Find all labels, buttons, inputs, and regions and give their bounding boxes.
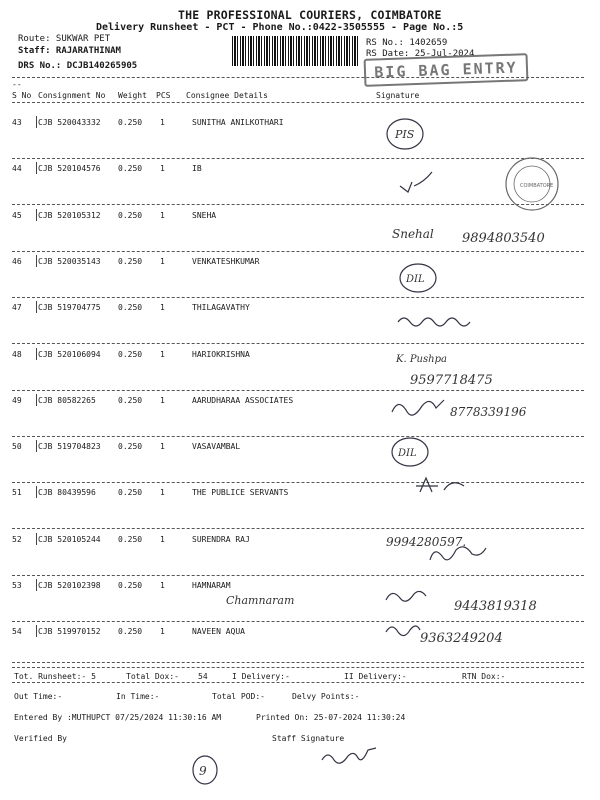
row-consignee: NAVEEN AQUA [192,627,245,637]
cell-border [36,394,37,406]
divider [12,343,584,344]
row-sno: 45 [12,210,22,220]
handwritten-phone-row53: 9443819318 [454,599,537,614]
divider [12,158,584,159]
row-pcs: 1 [160,442,165,452]
row-consignee: SUNITHA ANILKOTHARI [192,118,284,127]
row-consignee: SNEHA [192,210,217,220]
row-pcs: 1 [160,303,165,313]
row-weight: 0.250 [118,164,143,174]
cell-border [36,209,37,221]
row-pcs: 1 [160,581,165,590]
row-weight: 0.250 [118,210,143,220]
row-consignment-no: CJB 520043332 [38,118,101,127]
divider [12,204,584,205]
row-consignee: VENKATESHKUMAR [192,256,260,266]
cell-border [36,486,37,498]
total-pod: Total POD:- [212,692,265,701]
row-weight: 0.250 [118,534,143,544]
handwritten-phone-row54: 9363249204 [420,631,503,646]
row-sno: 43 [12,118,22,127]
row-consignee: VASAVAMBAL [192,442,241,452]
big-bag-entry-stamp: BIG BAG ENTRY [364,53,529,87]
row-sno: 44 [12,164,22,174]
row-consignee: AARUDHARAA ASSOCIATES [192,395,294,405]
row-weight: 0.250 [118,118,143,127]
row-consignee: HAMNARAM [192,581,231,590]
drs-number: DRS No.: DCJB140265905 [18,61,138,71]
row-sno: 49 [12,395,22,405]
row-pcs: 1 [160,627,165,637]
col-header-pcs: PCS [156,91,171,100]
row-consignee: THE PUBLICE SERVANTS [192,488,289,498]
runsheet-title: Delivery Runsheet - PCT - Phone No.:0422-3505555 - Page No.:5 [96,22,464,33]
row-consignment-no: CJB 519970152 [38,627,101,637]
cell-border [36,255,37,267]
row-sno: 47 [12,303,22,313]
row-sno: 51 [12,488,22,498]
row-consignee: HARIOKRISHNA [192,349,250,359]
divider [12,667,584,668]
rtn-dox: RTN Dox:- [462,672,506,681]
staff-signature-label: Staff Signature [272,734,345,743]
row-consignment-no: CJB 520104576 [38,164,101,174]
divider [12,528,584,529]
row-consignment-no: CJB 520106094 [38,349,101,359]
verified-by: Verified By [14,734,67,743]
svg-text:COIMBATORE: COIMBATORE [520,183,554,189]
row-pcs: 1 [160,256,165,266]
total-dox-value: 54 [198,672,208,681]
col-header-weight: Weight [118,91,147,100]
in-time: In Time:- [116,692,160,701]
handwritten-name-row45: Snehal [392,227,434,241]
handwritten-phone-row52: 9994280597. [386,535,467,549]
out-time: Out Time:- [14,692,63,701]
row-consignment-no: CJB 80582265 [38,395,96,405]
divider [12,621,584,622]
cell-border [36,533,37,545]
delvy-points: Delvy Points:- [292,692,360,701]
divider [12,102,584,103]
row-consignee: THILAGAVATHY [192,303,250,313]
printed-on: Printed On: 25-07-2024 11:30:24 [256,713,406,722]
rs-date: RS Date: 25-Jul-2024 [366,49,475,59]
row-pcs: 1 [160,488,165,498]
svg-text:PIS: PIS [395,128,415,141]
handwritten-phone-row49: 8778339196 [450,405,527,419]
divider [12,575,584,576]
handwritten-name-row48: K. Pushpa [396,354,447,365]
total-dox-label: Total Dox:- [126,672,179,681]
row-weight: 0.250 [118,442,143,452]
row-weight: 0.250 [118,488,143,498]
cell-border [36,301,37,313]
divider [12,77,584,78]
svg-text:DIL: DIL [398,448,417,459]
row-sno: 54 [12,627,22,637]
row-consignee: IB [192,164,202,174]
i-delivery: I Delivery:- [232,672,290,681]
row-consignment-no: CJB 80439596 [38,488,96,498]
col-header-consignee: Consignee Details [186,91,268,100]
row-consignment-no: CJB 519704775 [38,303,101,313]
handwritten-phone-row48: 9597718475 [410,373,493,388]
stray-mark: -- [12,80,22,89]
row-consignment-no: CJB 520105244 [38,534,101,544]
col-header-sno: S No [12,91,32,100]
divider [12,662,584,663]
company-name: THE PROFESSIONAL COURIERS, COIMBATORE [178,8,442,22]
row-weight: 0.250 [118,303,143,313]
cell-border [36,348,37,360]
row-weight: 0.250 [118,581,143,590]
row-pcs: 1 [160,118,165,127]
staff-signature-icon [322,748,376,763]
divider [12,390,584,391]
row-pcs: 1 [160,210,165,220]
row-weight: 0.250 [118,349,143,359]
divider [12,682,584,683]
cell-border [36,625,37,637]
row-consignee: SURENDRA RAJ [192,534,250,544]
col-header-consignment: Consignment No [38,91,106,100]
col-header-signature: Signature [376,91,420,100]
entered-by: Entered By :MUTHUPCT 07/25/2024 11:30:16 AM [14,713,222,722]
divider [12,436,584,437]
row-weight: 0.250 [118,395,143,405]
handwritten-phone-row45: 9894803540 [462,231,545,246]
row-consignment-no: CJB 520035143 [38,256,101,266]
svg-text:DIL: DIL [406,274,425,285]
tot-runsheet: Tot. Runsheet:- 5 [14,672,96,681]
row-sno: 48 [12,349,22,359]
cell-border [36,162,37,174]
row-pcs: 1 [160,349,165,359]
rs-number: RS No.: 1402659 [366,38,448,48]
row-pcs: 1 [160,164,165,174]
row-consignment-no: CJB 519704823 [38,442,101,452]
row-consignment-no: CJB 520102398 [38,581,101,590]
row-pcs: 1 [160,534,165,544]
handwritten-name-row53: Chamnaram [226,594,295,607]
row-sno: 46 [12,256,22,266]
divider [12,251,584,252]
svg-text:9: 9 [199,764,207,778]
row-weight: 0.250 [118,627,143,637]
row-sno: 53 [12,581,22,590]
ii-delivery: II Delivery:- [344,672,407,681]
row-weight: 0.250 [118,256,143,266]
cell-border [36,116,37,128]
barcode [232,36,360,66]
divider [12,297,584,298]
row-sno: 52 [12,534,22,544]
row-pcs: 1 [160,395,165,405]
row-sno: 50 [12,442,22,452]
divider [12,482,584,483]
staff-label: Staff: RAJARATHINAM [18,46,121,56]
cell-border [36,440,37,452]
row-consignment-no: CJB 520105312 [38,210,101,220]
cell-border [36,579,37,591]
circle-nine-icon [193,756,217,784]
route-label: Route: SUKWAR PET [18,34,111,44]
